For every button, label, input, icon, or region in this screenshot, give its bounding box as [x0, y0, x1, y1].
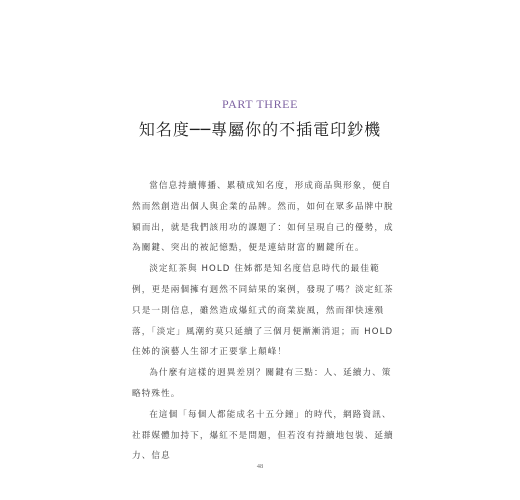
- paragraph: 為什麼有這樣的迥異差別？關鍵有三點：人、延續力、策略特殊性。: [132, 368, 392, 399]
- paragraph: 在這個「每個人都能成名十五分鐘」的時代，網路資訊、社群媒體加持下，爆紅不是問題，但若沒有持續地包裝、延續力、信息: [132, 409, 394, 462]
- body-text: [132, 176, 394, 467]
- page-number: 48: [256, 463, 264, 470]
- paragraph: 淡定紅茶與 HOLD 住姊都是知名度信息時代的最佳範例，更是兩個擁有迥然不同結果的案例，發現了嗎？淡定紅茶只是一則信息，雖然造成爆紅式的商業旋風，然而卻快速殞落，「淡定」風潮約莫只延續了三個月便漸漸消退；而 HOLD 住姊的演藝人生卻才正要掌上顛峰！: [132, 264, 394, 358]
- paragraph: 當信息持續傳播、累積成知名度，形成商品與形象，便自然而然創造出個人與企業的品牌。然而，如何在眾多品牌中脫穎而出，就是我們該用功的課題了：如何呈現自己的優勢，成為關鍵、突出的被記憶點，便是連結財富的關鍵所在。: [132, 181, 394, 254]
- part-label: PART THREE: [221, 97, 299, 111]
- chapter-title: 知名度──專屬你的不插電印鈔機: [138, 120, 382, 139]
